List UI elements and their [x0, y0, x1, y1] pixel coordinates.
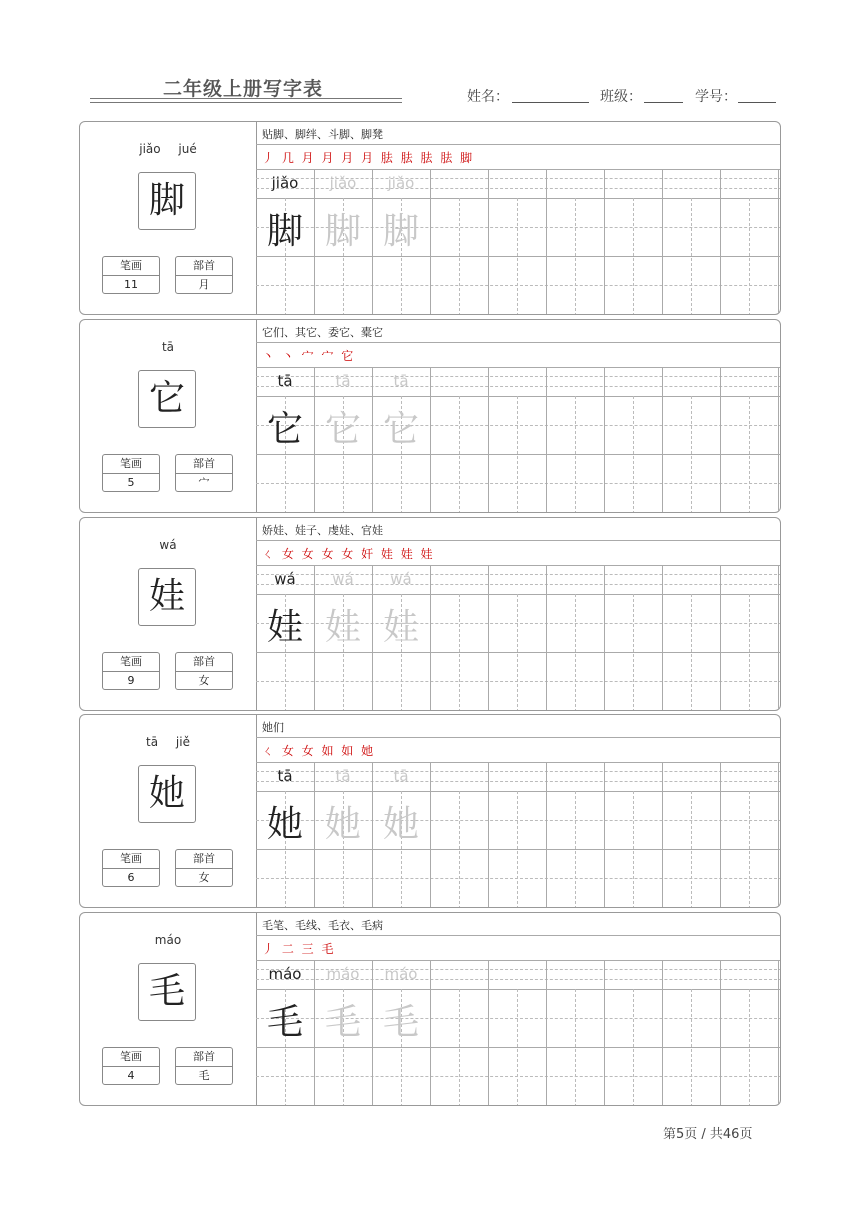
grid-column-line: [604, 763, 605, 907]
grid-column-line: [662, 961, 663, 1105]
stroke-count-box: [102, 454, 160, 492]
grid-center-line: [633, 791, 634, 908]
row-divider: [256, 594, 781, 595]
stroke-count-label: 笔画: [103, 850, 159, 869]
radical-box: [175, 454, 233, 492]
pinyin-trace: máo: [384, 965, 418, 983]
grid-column-line: [488, 961, 489, 1105]
character-display: 她: [138, 765, 196, 823]
character-card: [79, 714, 781, 908]
character-trace: 它: [324, 409, 361, 450]
character-card: [79, 912, 781, 1106]
grid-center-line: [633, 198, 634, 315]
character-model: 娃: [266, 607, 303, 648]
grid-center-line: [517, 594, 518, 711]
grid-column-line: [778, 368, 779, 512]
grid-column-line: [778, 170, 779, 314]
grid-column-line: [604, 170, 605, 314]
pinyin-trace: tā: [335, 767, 351, 785]
pinyin-trace: tā: [393, 372, 409, 390]
character-trace: 脚: [324, 211, 361, 252]
grid-center-line: [633, 989, 634, 1106]
grid-center-line: [633, 594, 634, 711]
page-title: 二年级上册写字表: [163, 78, 324, 100]
grid-midline: [256, 878, 781, 879]
radical-value: 女: [198, 871, 210, 884]
character-pinyin: tā: [161, 340, 175, 354]
grid-center-line: [749, 396, 750, 513]
character-trace: 她: [324, 804, 361, 845]
name-label: 姓名：: [467, 89, 509, 105]
pinyin-model: tā: [277, 372, 293, 390]
pinyin-trace: máo: [326, 965, 360, 983]
stroke-count-value: 4: [127, 1069, 135, 1082]
row-divider: [256, 565, 781, 566]
grid-center-line: [517, 989, 518, 1106]
practice-grid: [256, 518, 781, 710]
grid-column-line: [778, 961, 779, 1105]
grid-center-line: [691, 791, 692, 908]
row-divider: [256, 144, 781, 145]
grid-midline: [256, 1076, 781, 1077]
grid-column-line: [488, 368, 489, 512]
character-pinyin: jiǎo jué: [139, 142, 197, 156]
radical-box: [175, 1047, 233, 1085]
grid-center-line: [517, 396, 518, 513]
character-card: [79, 517, 781, 711]
pinyin-model: tā: [277, 767, 293, 785]
row-divider: [256, 367, 781, 368]
grid-center-line: [575, 396, 576, 513]
class-label: 班级：: [600, 89, 642, 105]
stroke-count-box: [102, 1047, 160, 1085]
stroke-order: 丿 二 三 毛: [262, 942, 336, 956]
stroke-count-value: 9: [127, 674, 135, 687]
stroke-count-value: 5: [127, 476, 135, 489]
stroke-order: 丶 丶 宀 宀 它: [262, 349, 356, 363]
grid-column-line: [662, 566, 663, 710]
grid-column-line: [546, 566, 547, 710]
row-divider: [256, 396, 781, 397]
stroke-count-value: 11: [124, 278, 138, 291]
pinyin-trace: tā: [393, 767, 409, 785]
character-card: [79, 319, 781, 513]
character-pinyin: máo: [154, 933, 182, 947]
grid-midline: [256, 285, 781, 286]
pinyin-model: máo: [268, 965, 302, 983]
character-trace: 脚: [382, 211, 419, 252]
character-info-panel: [80, 715, 257, 907]
grid-center-line: [749, 791, 750, 908]
grid-column-line: [430, 368, 431, 512]
example-words: 她们: [262, 721, 284, 734]
name-field[interactable]: [512, 102, 589, 103]
grid-center-line: [517, 198, 518, 315]
grid-center-line: [691, 594, 692, 711]
grid-column-line: [662, 763, 663, 907]
grid-column-line: [546, 961, 547, 1105]
grid-column-line: [662, 170, 663, 314]
character-model: 它: [266, 409, 303, 450]
row-divider: [256, 540, 781, 541]
student-id-field[interactable]: [738, 102, 776, 103]
grid-center-line: [749, 989, 750, 1106]
stroke-count-label: 笔画: [103, 257, 159, 276]
title-underline: [90, 102, 402, 103]
character-pinyin: wá: [159, 538, 177, 552]
example-words: 贴脚、脚绊、斗脚、脚凳: [262, 128, 383, 141]
grid-column-line: [430, 566, 431, 710]
radical-label: 部首: [176, 257, 232, 276]
radical-value: 宀: [198, 476, 210, 489]
character-trace: 娃: [382, 607, 419, 648]
grid-center-line: [459, 791, 460, 908]
grid-center-line: [691, 396, 692, 513]
stroke-order: ㄑ 女 女 如 如 她: [262, 744, 376, 758]
row-divider: [256, 989, 781, 990]
row-divider: [256, 960, 781, 961]
practice-grid: [256, 913, 781, 1105]
row-divider: [256, 762, 781, 763]
stroke-count-box: [102, 256, 160, 294]
grid-column-line: [488, 566, 489, 710]
character-model: 脚: [266, 211, 303, 252]
character-info-panel: [80, 122, 257, 314]
pinyin-model: wá: [274, 570, 296, 588]
grid-center-line: [691, 198, 692, 315]
character-model: 毛: [266, 1002, 303, 1043]
grid-column-line: [662, 368, 663, 512]
grid-center-line: [517, 791, 518, 908]
grid-center-line: [691, 989, 692, 1106]
grid-midline: [256, 483, 781, 484]
character-trace: 毛: [382, 1002, 419, 1043]
grid-column-line: [604, 566, 605, 710]
character-model: 她: [266, 804, 303, 845]
stroke-count-label: 笔画: [103, 455, 159, 474]
character-pinyin: tā jiě: [146, 735, 190, 749]
stroke-count-label: 笔画: [103, 653, 159, 672]
grid-column-line: [604, 368, 605, 512]
pinyin-model: jiǎo: [271, 174, 299, 192]
stroke-count-value: 6: [127, 871, 135, 884]
pinyin-trace: jiǎo: [387, 174, 415, 192]
row-divider: [256, 935, 781, 936]
grid-column-line: [430, 961, 431, 1105]
grid-column-line: [720, 368, 721, 512]
grid-center-line: [749, 198, 750, 315]
stroke-order: 丿 几 月 月 月 月 胠 胠 胠 胠 脚: [262, 151, 475, 165]
grid-center-line: [459, 396, 460, 513]
stroke-count-box: [102, 652, 160, 690]
title-underline: [90, 98, 402, 99]
radical-box: [175, 256, 233, 294]
pinyin-trace: tā: [335, 372, 351, 390]
grid-column-line: [720, 961, 721, 1105]
radical-value: 女: [198, 674, 210, 687]
character-card: [79, 121, 781, 315]
character-display: 娃: [138, 568, 196, 626]
radical-label: 部首: [176, 455, 232, 474]
stroke-count-box: [102, 849, 160, 887]
character-trace: 她: [382, 804, 419, 845]
student-id-label: 学号：: [695, 89, 737, 105]
character-trace: 它: [382, 409, 419, 450]
pinyin-trace: wá: [332, 570, 354, 588]
radical-value: 月: [198, 278, 210, 291]
grid-center-line: [575, 594, 576, 711]
practice-grid: [256, 122, 781, 314]
grid-column-line: [430, 170, 431, 314]
row-divider: [256, 342, 781, 343]
character-trace: 毛: [324, 1002, 361, 1043]
grid-midline: [256, 681, 781, 682]
character-display: 毛: [138, 963, 196, 1021]
example-words: 娇娃、娃子、虔娃、官娃: [262, 524, 383, 537]
radical-value: 毛: [198, 1069, 210, 1082]
grid-center-line: [633, 396, 634, 513]
stroke-order: ㄑ 女 女 女 女 奸 娃 娃 娃: [262, 547, 435, 561]
grid-column-line: [720, 763, 721, 907]
grid-center-line: [575, 989, 576, 1106]
grid-center-line: [459, 989, 460, 1106]
practice-grid: [256, 715, 781, 907]
example-words: 它们、其它、委它、橐它: [262, 326, 383, 339]
radical-box: [175, 652, 233, 690]
class-field[interactable]: [644, 102, 683, 103]
grid-column-line: [604, 961, 605, 1105]
grid-column-line: [546, 368, 547, 512]
example-words: 毛笔、毛线、毛衣、毛病: [262, 919, 383, 932]
radical-label: 部首: [176, 653, 232, 672]
character-info-panel: [80, 518, 257, 710]
stroke-count-label: 笔画: [103, 1048, 159, 1067]
radical-label: 部首: [176, 850, 232, 869]
grid-center-line: [459, 594, 460, 711]
character-info-panel: [80, 320, 257, 512]
pinyin-trace: jiǎo: [329, 174, 357, 192]
grid-column-line: [720, 170, 721, 314]
radical-box: [175, 849, 233, 887]
grid-column-line: [430, 763, 431, 907]
grid-column-line: [488, 763, 489, 907]
pinyin-trace: wá: [390, 570, 412, 588]
character-display: 脚: [138, 172, 196, 230]
grid-column-line: [488, 170, 489, 314]
character-display: 它: [138, 370, 196, 428]
row-divider: [256, 169, 781, 170]
character-info-panel: [80, 913, 257, 1105]
grid-center-line: [749, 594, 750, 711]
practice-grid: [256, 320, 781, 512]
page-number: 第5页 / 共46页: [663, 1127, 753, 1142]
grid-column-line: [546, 170, 547, 314]
grid-center-line: [575, 791, 576, 908]
radical-label: 部首: [176, 1048, 232, 1067]
grid-column-line: [720, 566, 721, 710]
character-trace: 娃: [324, 607, 361, 648]
grid-center-line: [575, 198, 576, 315]
grid-column-line: [546, 763, 547, 907]
row-divider: [256, 737, 781, 738]
row-divider: [256, 791, 781, 792]
row-divider: [256, 198, 781, 199]
grid-column-line: [778, 566, 779, 710]
grid-center-line: [459, 198, 460, 315]
grid-column-line: [778, 763, 779, 907]
